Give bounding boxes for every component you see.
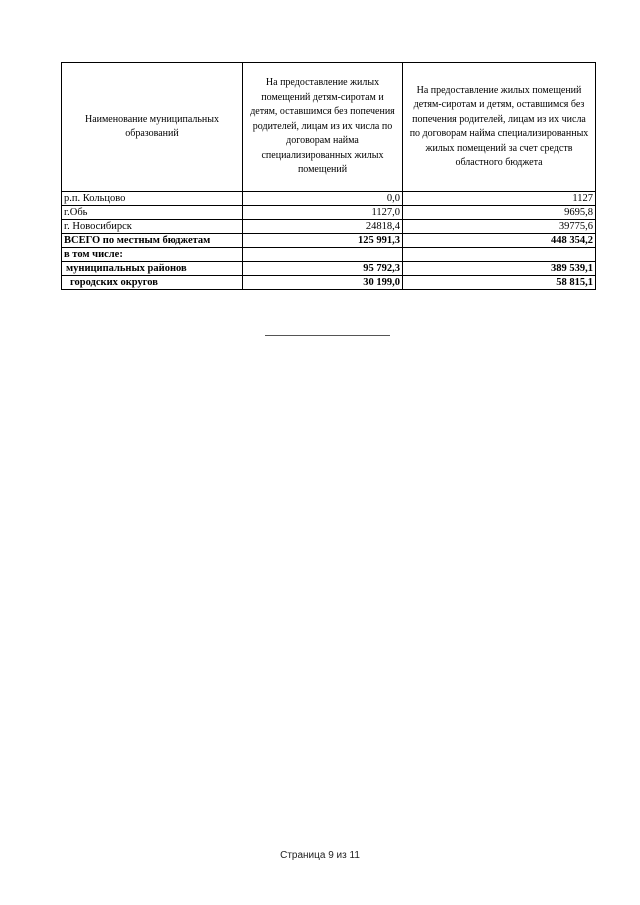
separator-line — [265, 335, 390, 336]
total-value-total: 125 991,3 — [243, 234, 403, 248]
subheader-empty-cell — [403, 248, 596, 262]
total-row-name: ВСЕГО по местным бюджетам — [62, 234, 243, 248]
row-value-total: 1127,0 — [243, 206, 403, 220]
row-value-total: 0,0 — [243, 192, 403, 206]
table-row — [62, 192, 596, 206]
header-housing-regional: На предоставление жилых помещений детям-сиротам и детям, оставшимся без попечения родителей, лицам из их числа по договорам найма специализированных жилых помещений за счет средств областного бюджета — [403, 63, 596, 192]
table-header-row — [62, 63, 596, 192]
row-value-regional: 9695,8 — [403, 206, 596, 220]
row-value-regional: 39775,6 — [403, 220, 596, 234]
total-row — [62, 234, 596, 248]
sub-row — [62, 276, 596, 290]
row-name: г.Обь — [62, 206, 243, 220]
header-municipality: Наименование муниципальных образований — [62, 63, 243, 192]
header-housing-total: На предоставление жилых помещений детям-сиротам и детям, оставшимся без попечения родителей, лицам из их числа по договорам найма специализированных жилых помещений — [243, 63, 403, 192]
budget-table — [61, 62, 596, 290]
sub-row-name: муниципальных районов — [62, 262, 243, 276]
row-value-total: 24818,4 — [243, 220, 403, 234]
sub-row-value-total: 30 199,0 — [243, 276, 403, 290]
sub-row-name: городских округов — [62, 276, 243, 290]
subheader-label: в том числе: — [62, 248, 243, 262]
subheader-row — [62, 248, 596, 262]
page-footer: Страница 9 из 11 — [280, 850, 360, 861]
row-value-regional: 1127 — [403, 192, 596, 206]
row-name: р.п. Кольцово — [62, 192, 243, 206]
table-row — [62, 220, 596, 234]
row-name: г. Новосибирск — [62, 220, 243, 234]
sub-row-value-total: 95 792,3 — [243, 262, 403, 276]
sub-row-value-regional: 58 815,1 — [403, 276, 596, 290]
total-value-regional: 448 354,2 — [403, 234, 596, 248]
subheader-empty-cell — [243, 248, 403, 262]
sub-row — [62, 262, 596, 276]
table-row — [62, 206, 596, 220]
budget-table-container — [61, 62, 595, 290]
sub-row-value-regional: 389 539,1 — [403, 262, 596, 276]
